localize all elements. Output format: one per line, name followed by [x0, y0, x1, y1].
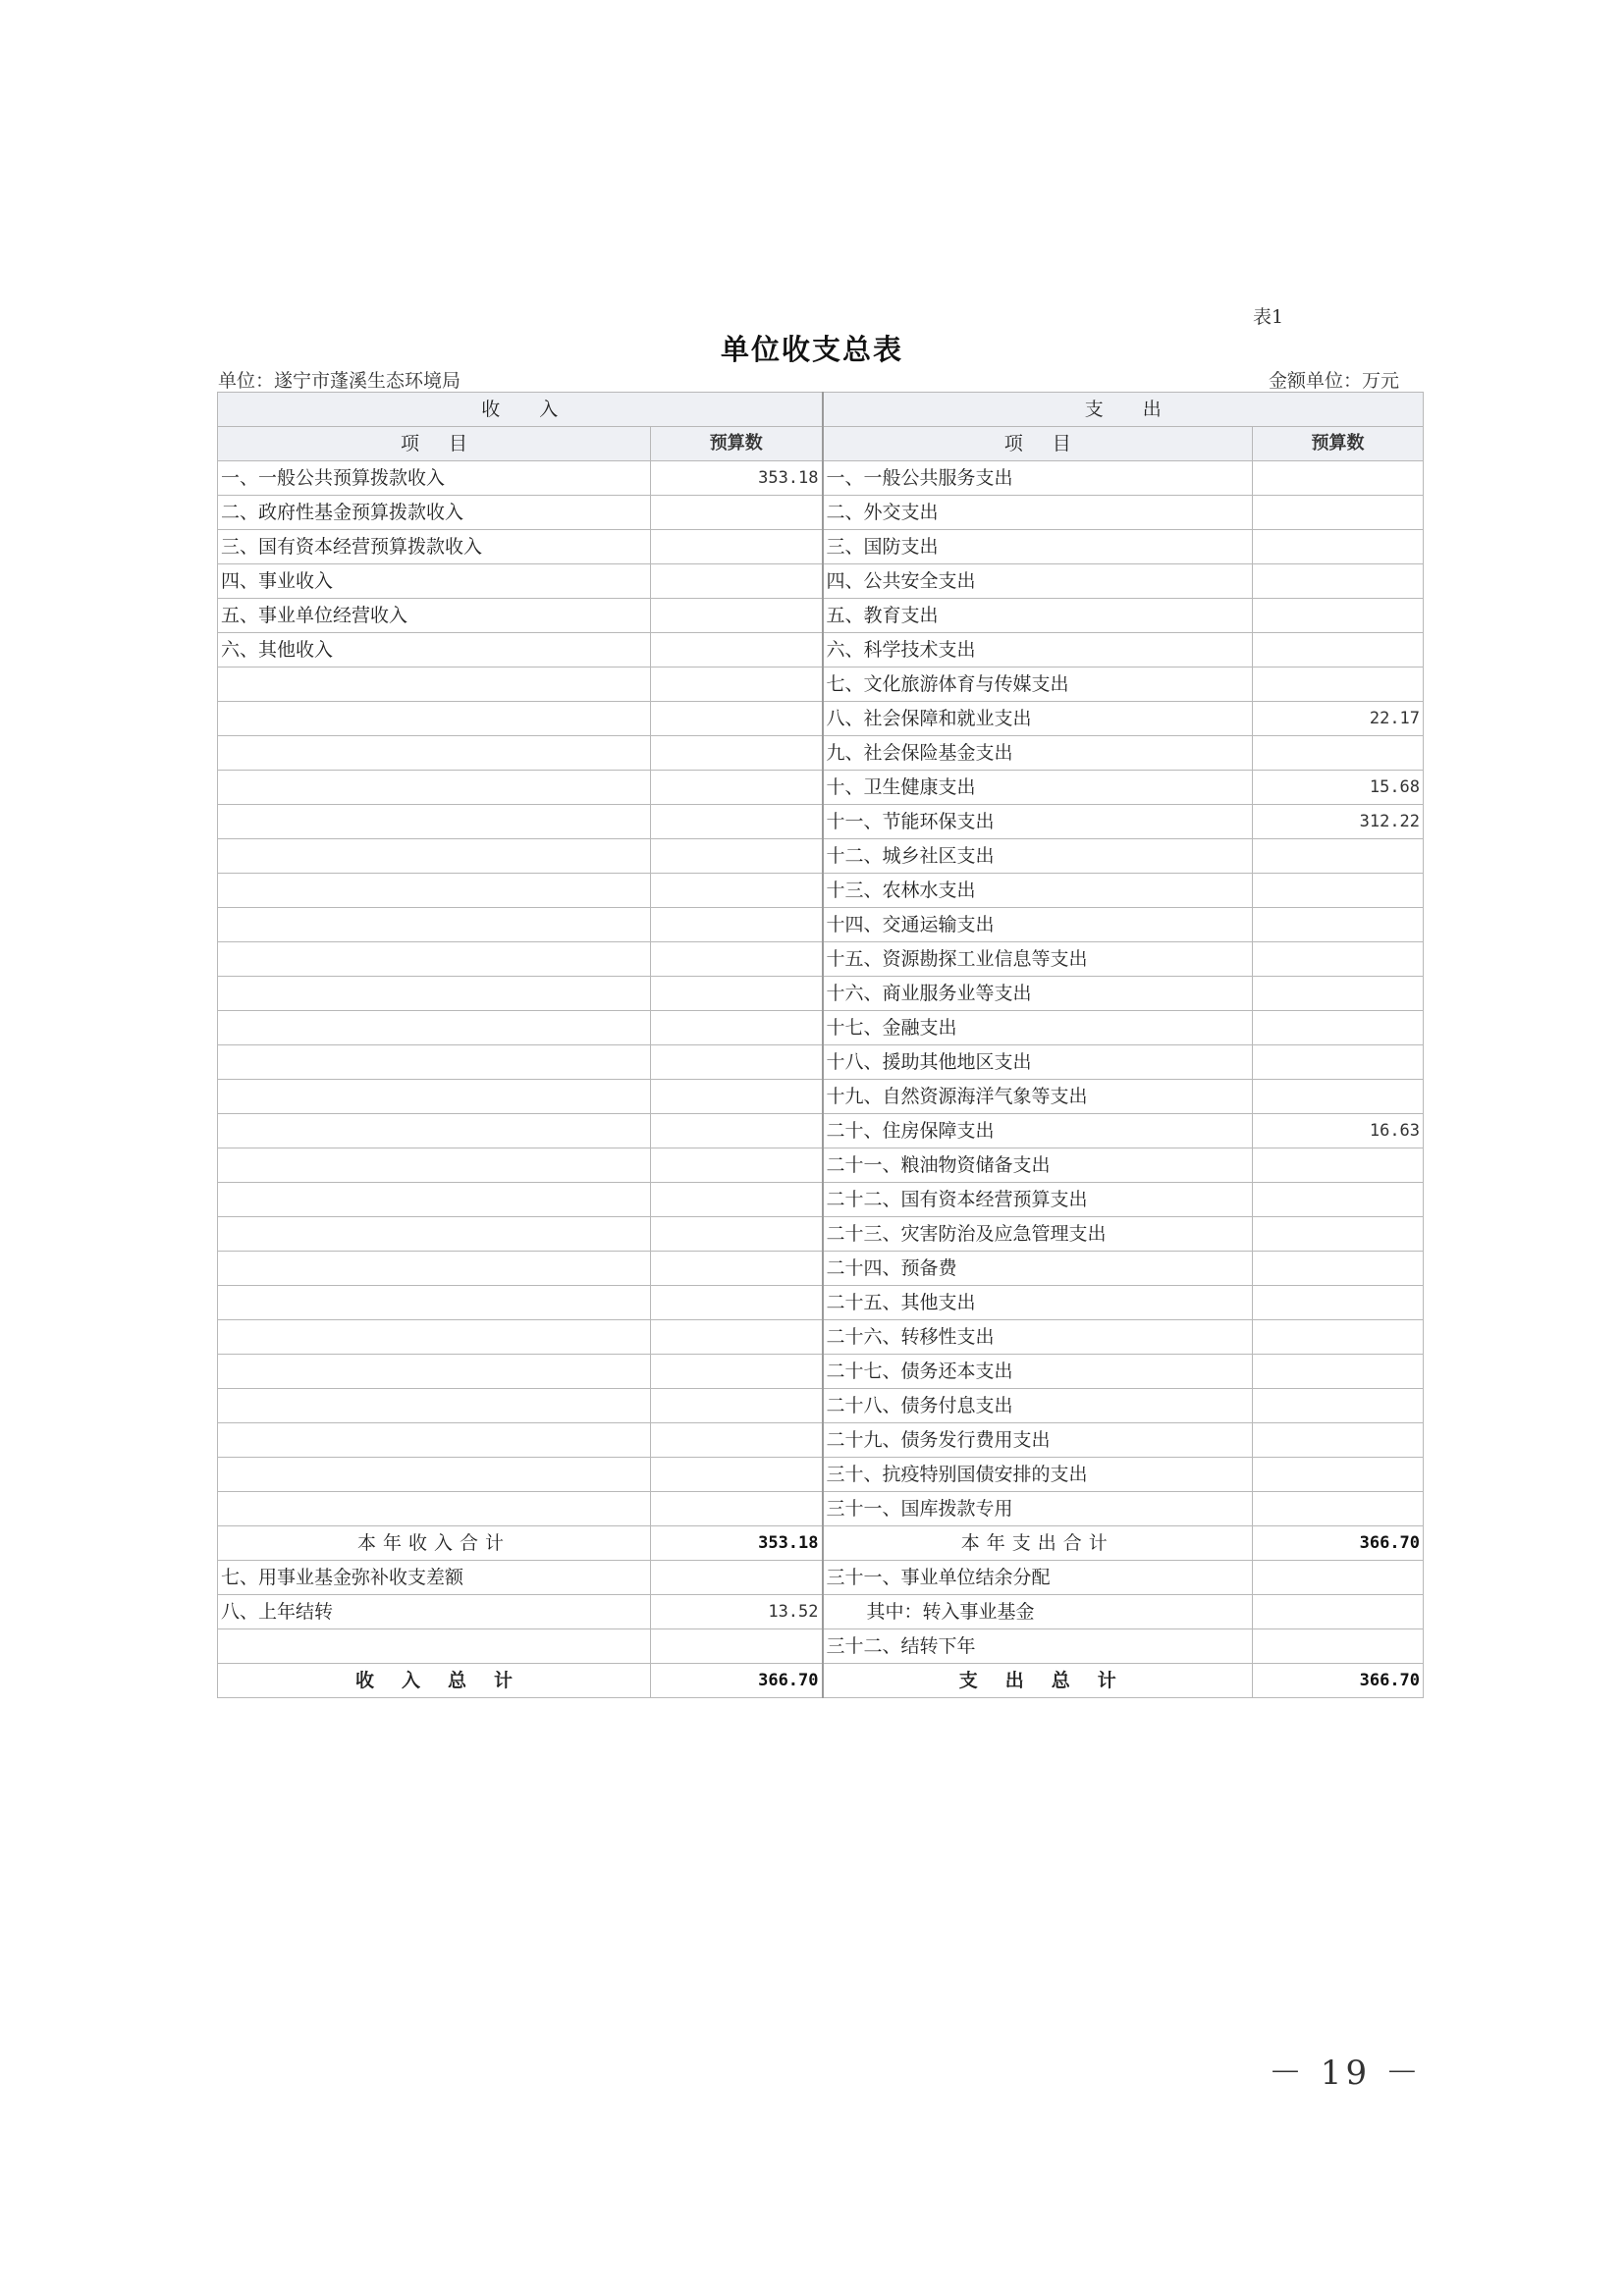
- expense-section-header: 支出: [823, 393, 1424, 427]
- table-row: [218, 1492, 1424, 1526]
- income-value: [651, 667, 823, 702]
- expense-value: [1253, 1423, 1424, 1458]
- income-value: [651, 496, 823, 530]
- expense-item: 十三、农林水支出: [823, 874, 1253, 908]
- expense-value: [1253, 496, 1424, 530]
- income-section-header: 收入: [218, 393, 823, 427]
- income-subtotal-label: 本年收入合计: [218, 1526, 651, 1561]
- income-value: [651, 942, 823, 977]
- expense-item: 二十一、粮油物资储备支出: [823, 1148, 1253, 1183]
- income-item: [218, 771, 651, 805]
- income-item: 三、国有资本经营预算拨款收入: [218, 530, 651, 564]
- expense-item: 九、社会保险基金支出: [823, 736, 1253, 771]
- income-item: 五、事业单位经营收入: [218, 599, 651, 633]
- expense-value: [1253, 1286, 1424, 1320]
- expense-value: [1253, 564, 1424, 599]
- income-value: [651, 1011, 823, 1045]
- income-value: [651, 805, 823, 839]
- income-value: [651, 1286, 823, 1320]
- table-row: [218, 908, 1424, 942]
- expense-item: 三十一、事业单位结余分配: [823, 1561, 1253, 1595]
- table-row: [218, 839, 1424, 874]
- income-value: [651, 1492, 823, 1526]
- table-row: [218, 736, 1424, 771]
- expense-item: 一、一般公共服务支出: [823, 461, 1253, 496]
- income-item: [218, 874, 651, 908]
- expense-item: 二十四、预备费: [823, 1252, 1253, 1286]
- expense-value: 312.22: [1253, 805, 1424, 839]
- expense-item: 十四、交通运输支出: [823, 908, 1253, 942]
- expense-value: [1253, 461, 1424, 496]
- table-row: [218, 805, 1424, 839]
- table-row: [218, 564, 1424, 599]
- income-value: [651, 1423, 823, 1458]
- table-row: [218, 1045, 1424, 1080]
- income-value: [651, 1458, 823, 1492]
- income-item: [218, 1355, 651, 1389]
- table-row: [218, 1217, 1424, 1252]
- expense-value: [1253, 1492, 1424, 1526]
- organization-label: 单位：遂宁市蓬溪生态环境局: [218, 370, 461, 392]
- expense-value: [1253, 908, 1424, 942]
- income-item: [218, 1629, 651, 1664]
- income-value: [651, 564, 823, 599]
- income-item: 八、上年结转: [218, 1595, 651, 1629]
- expense-value: [1253, 1045, 1424, 1080]
- table-row: [218, 1423, 1424, 1458]
- subtotal-row: [218, 1526, 1424, 1561]
- expense-value: [1253, 874, 1424, 908]
- income-value: [651, 874, 823, 908]
- expense-value: [1253, 1183, 1424, 1217]
- income-item: 七、用事业基金弥补收支差额: [218, 1561, 651, 1595]
- expense-value: [1253, 1252, 1424, 1286]
- income-total-label: 收入总计: [218, 1664, 651, 1698]
- expense-value: [1253, 1148, 1424, 1183]
- expense-value: 22.17: [1253, 702, 1424, 736]
- table-row: [218, 1595, 1424, 1629]
- expense-item: 三十一、国库拨款专用: [823, 1492, 1253, 1526]
- expense-item: 十二、城乡社区支出: [823, 839, 1253, 874]
- income-item: [218, 1252, 651, 1286]
- income-item: [218, 1492, 651, 1526]
- table-number: 表1: [1253, 306, 1284, 328]
- income-value: [651, 633, 823, 667]
- expense-value: [1253, 942, 1424, 977]
- table-row: [218, 496, 1424, 530]
- income-total-value: 366.70: [651, 1664, 823, 1698]
- income-value: [651, 599, 823, 633]
- income-value: [651, 839, 823, 874]
- income-budget-header: 预算数: [651, 427, 823, 461]
- table-row: [218, 1183, 1424, 1217]
- expense-value: [1253, 1080, 1424, 1114]
- income-value: [651, 736, 823, 771]
- income-item: [218, 1458, 651, 1492]
- income-value: [651, 977, 823, 1011]
- table-row: [218, 1561, 1424, 1595]
- expense-item: 十七、金融支出: [823, 1011, 1253, 1045]
- table-header-section: [218, 393, 1424, 427]
- income-item-header: 项目: [218, 427, 651, 461]
- expense-item: 二十五、其他支出: [823, 1286, 1253, 1320]
- expense-value: [1253, 1389, 1424, 1423]
- grand-total-row: [218, 1664, 1424, 1698]
- expense-item: 五、教育支出: [823, 599, 1253, 633]
- income-item: [218, 977, 651, 1011]
- budget-summary-table: [217, 392, 1424, 1698]
- income-value: [651, 530, 823, 564]
- table-row: [218, 977, 1424, 1011]
- table-row: [218, 1080, 1424, 1114]
- expense-item: 其中：转入事业基金: [823, 1595, 1253, 1629]
- table-row: [218, 1389, 1424, 1423]
- income-value: 13.52: [651, 1595, 823, 1629]
- expense-item: 三、国防支出: [823, 530, 1253, 564]
- income-subtotal-value: 353.18: [651, 1526, 823, 1561]
- expense-value: [1253, 1355, 1424, 1389]
- income-value: [651, 1045, 823, 1080]
- income-item: [218, 1148, 651, 1183]
- income-item: [218, 1320, 651, 1355]
- table-row: [218, 530, 1424, 564]
- table-row: [218, 1286, 1424, 1320]
- expense-value: [1253, 736, 1424, 771]
- income-item: [218, 839, 651, 874]
- table-row: [218, 1458, 1424, 1492]
- expense-item: 四、公共安全支出: [823, 564, 1253, 599]
- expense-value: [1253, 633, 1424, 667]
- table-row: [218, 1320, 1424, 1355]
- income-value: [651, 908, 823, 942]
- income-item: [218, 1183, 651, 1217]
- expense-value: [1253, 1320, 1424, 1355]
- table-row: [218, 874, 1424, 908]
- income-item: 六、其他收入: [218, 633, 651, 667]
- expense-value: [1253, 1629, 1424, 1664]
- table-row: [218, 1629, 1424, 1664]
- expense-value: 16.63: [1253, 1114, 1424, 1148]
- income-item: [218, 736, 651, 771]
- table-row: [218, 702, 1424, 736]
- income-item: [218, 1217, 651, 1252]
- table-row: [218, 1252, 1424, 1286]
- expense-value: [1253, 1458, 1424, 1492]
- expense-item: 二、外交支出: [823, 496, 1253, 530]
- table-row: [218, 1148, 1424, 1183]
- expense-item: 三十、抗疫特别国债安排的支出: [823, 1458, 1253, 1492]
- income-value: [651, 771, 823, 805]
- expense-budget-header: 预算数: [1253, 427, 1424, 461]
- table-row: [218, 667, 1424, 702]
- income-item: [218, 667, 651, 702]
- expense-value: [1253, 1561, 1424, 1595]
- income-item: [218, 805, 651, 839]
- table-row: [218, 942, 1424, 977]
- income-value: [651, 1217, 823, 1252]
- income-value: [651, 1320, 823, 1355]
- income-item: [218, 1011, 651, 1045]
- expense-item: 二十八、债务付息支出: [823, 1389, 1253, 1423]
- expense-value: [1253, 839, 1424, 874]
- expense-item: 二十九、债务发行费用支出: [823, 1423, 1253, 1458]
- income-item: [218, 1114, 651, 1148]
- expense-item: 二十三、灾害防治及应急管理支出: [823, 1217, 1253, 1252]
- income-item: [218, 702, 651, 736]
- expense-item-header: 项目: [823, 427, 1253, 461]
- table-row: [218, 1011, 1424, 1045]
- expense-value: [1253, 977, 1424, 1011]
- expense-value: [1253, 1217, 1424, 1252]
- income-item: [218, 1080, 651, 1114]
- expense-item: 二十六、转移性支出: [823, 1320, 1253, 1355]
- expense-total-label: 支出总计: [823, 1664, 1253, 1698]
- income-value: [651, 1148, 823, 1183]
- expense-subtotal-label: 本年支出合计: [823, 1526, 1253, 1561]
- income-value: [651, 1561, 823, 1595]
- table-row: [218, 599, 1424, 633]
- income-item: 四、事业收入: [218, 564, 651, 599]
- expense-item: 十六、商业服务业等支出: [823, 977, 1253, 1011]
- table-row: [218, 461, 1424, 496]
- income-value: [651, 1252, 823, 1286]
- table-row: [218, 1355, 1424, 1389]
- income-value: [651, 1355, 823, 1389]
- income-item: 二、政府性基金预算拨款收入: [218, 496, 651, 530]
- expense-item: 十八、援助其他地区支出: [823, 1045, 1253, 1080]
- expense-item: 十九、自然资源海洋气象等支出: [823, 1080, 1253, 1114]
- income-item: [218, 1423, 651, 1458]
- income-value: 353.18: [651, 461, 823, 496]
- income-item: [218, 908, 651, 942]
- income-value: [651, 1080, 823, 1114]
- expense-item: 三十二、结转下年: [823, 1629, 1253, 1664]
- expense-item: 二十二、国有资本经营预算支出: [823, 1183, 1253, 1217]
- table-row: [218, 1114, 1424, 1148]
- income-value: [651, 1629, 823, 1664]
- expense-item: 十五、资源勘探工业信息等支出: [823, 942, 1253, 977]
- page-number: － 19 －: [1269, 2054, 1423, 2093]
- expense-item: 十一、节能环保支出: [823, 805, 1253, 839]
- table-row: [218, 633, 1424, 667]
- income-item: 一、一般公共预算拨款收入: [218, 461, 651, 496]
- expense-item: 六、科学技术支出: [823, 633, 1253, 667]
- table-header-columns: [218, 427, 1424, 461]
- income-value: [651, 702, 823, 736]
- expense-value: [1253, 1595, 1424, 1629]
- income-item: [218, 942, 651, 977]
- expense-item: 八、社会保障和就业支出: [823, 702, 1253, 736]
- income-value: [651, 1183, 823, 1217]
- expense-item: 十、卫生健康支出: [823, 771, 1253, 805]
- table-row: [218, 771, 1424, 805]
- expense-value: 15.68: [1253, 771, 1424, 805]
- income-item: [218, 1389, 651, 1423]
- expense-item: 二十七、债务还本支出: [823, 1355, 1253, 1389]
- expense-value: [1253, 599, 1424, 633]
- expense-total-value: 366.70: [1253, 1664, 1424, 1698]
- expense-value: [1253, 1011, 1424, 1045]
- currency-unit-label: 金额单位：万元: [1269, 370, 1400, 392]
- expense-item: 二十、住房保障支出: [823, 1114, 1253, 1148]
- income-value: [651, 1389, 823, 1423]
- expense-value: [1253, 667, 1424, 702]
- expense-subtotal-value: 366.70: [1253, 1526, 1424, 1561]
- expense-item: 七、文化旅游体育与传媒支出: [823, 667, 1253, 702]
- income-item: [218, 1286, 651, 1320]
- income-value: [651, 1114, 823, 1148]
- page-title: 单位收支总表: [720, 333, 903, 366]
- income-item: [218, 1045, 651, 1080]
- expense-value: [1253, 530, 1424, 564]
